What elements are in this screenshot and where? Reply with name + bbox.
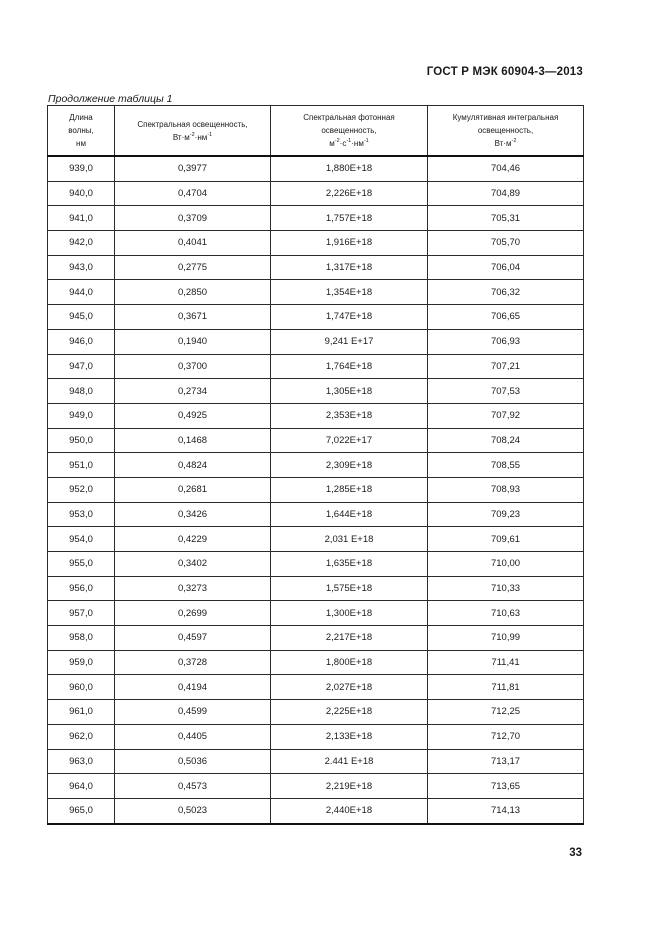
cell-spectral-irradiance: 0,3671	[115, 305, 271, 330]
cell-photon-irradiance: 2,309E+18	[271, 453, 428, 478]
cell-wavelength: 946,0	[48, 329, 115, 354]
cell-photon-irradiance: 1,757E+18	[271, 206, 428, 231]
table-row	[48, 354, 584, 379]
cell-cumulative-irradiance: 708,93	[428, 477, 584, 502]
cell-cumulative-irradiance: 706,65	[428, 305, 584, 330]
cell-spectral-irradiance: 0,4194	[115, 675, 271, 700]
table-row	[48, 181, 584, 206]
cell-wavelength: 948,0	[48, 379, 115, 404]
cell-wavelength: 949,0	[48, 403, 115, 428]
cell-wavelength: 964,0	[48, 774, 115, 799]
document-code: ГОСТ Р МЭК 60904-3—2013	[426, 66, 583, 78]
cell-photon-irradiance: 1,764E+18	[271, 354, 428, 379]
cell-spectral-irradiance: 0,2850	[115, 280, 271, 305]
cell-cumulative-irradiance: 707,53	[428, 379, 584, 404]
table-row	[48, 156, 584, 181]
column-header-wavelength	[48, 106, 115, 157]
cell-spectral-irradiance: 0,4597	[115, 626, 271, 651]
cell-spectral-irradiance: 0,3273	[115, 576, 271, 601]
cell-wavelength: 965,0	[48, 798, 115, 823]
table-row	[48, 774, 584, 799]
cell-wavelength: 952,0	[48, 477, 115, 502]
table-body	[48, 156, 584, 824]
table-row	[48, 601, 584, 626]
cell-cumulative-irradiance: 709,23	[428, 502, 584, 527]
header-unit: нм	[76, 139, 86, 148]
cell-cumulative-irradiance: 709,61	[428, 527, 584, 552]
cell-wavelength: 960,0	[48, 675, 115, 700]
page-number: 33	[569, 847, 582, 859]
table-row	[48, 576, 584, 601]
column-header-spectral-irradiance	[115, 106, 271, 157]
cell-photon-irradiance: 1,800E+18	[271, 650, 428, 675]
cell-photon-irradiance: 1,300E+18	[271, 601, 428, 626]
cell-cumulative-irradiance: 711,41	[428, 650, 584, 675]
cell-spectral-irradiance: 0,2734	[115, 379, 271, 404]
cell-cumulative-irradiance: 710,00	[428, 552, 584, 577]
cell-cumulative-irradiance: 708,55	[428, 453, 584, 478]
cell-photon-irradiance: 1,317E+18	[271, 255, 428, 280]
cell-cumulative-irradiance: 706,32	[428, 280, 584, 305]
cell-photon-irradiance: 9,241 E+17	[271, 329, 428, 354]
cell-spectral-irradiance: 0,2681	[115, 477, 271, 502]
cell-photon-irradiance: 1,747E+18	[271, 305, 428, 330]
data-table	[47, 105, 584, 825]
cell-cumulative-irradiance: 710,33	[428, 576, 584, 601]
cell-photon-irradiance: 2,031 E+18	[271, 527, 428, 552]
cell-cumulative-irradiance: 714,13	[428, 798, 584, 823]
cell-spectral-irradiance: 0,3402	[115, 552, 271, 577]
cell-wavelength: 961,0	[48, 700, 115, 725]
cell-spectral-irradiance: 0,2775	[115, 255, 271, 280]
cell-photon-irradiance: 1,880E+18	[271, 156, 428, 181]
cell-spectral-irradiance: 0,4824	[115, 453, 271, 478]
table-row	[48, 428, 584, 453]
table-row	[48, 700, 584, 725]
cell-spectral-irradiance: 0,1468	[115, 428, 271, 453]
table-row	[48, 280, 584, 305]
table-row	[48, 675, 584, 700]
table-row	[48, 798, 584, 823]
cell-photon-irradiance: 1,916E+18	[271, 231, 428, 256]
cell-cumulative-irradiance: 707,92	[428, 403, 584, 428]
table-row	[48, 206, 584, 231]
cell-photon-irradiance: 1,644E+18	[271, 502, 428, 527]
cell-cumulative-irradiance: 712,25	[428, 700, 584, 725]
cell-spectral-irradiance: 0,3700	[115, 354, 271, 379]
cell-photon-irradiance: 2,219E+18	[271, 774, 428, 799]
cell-spectral-irradiance: 0,4573	[115, 774, 271, 799]
cell-wavelength: 941,0	[48, 206, 115, 231]
cell-cumulative-irradiance: 705,70	[428, 231, 584, 256]
cell-spectral-irradiance: 0,4405	[115, 724, 271, 749]
header-text: Спектральная фотонная	[303, 113, 395, 122]
table-row	[48, 255, 584, 280]
cell-cumulative-irradiance: 706,93	[428, 329, 584, 354]
cell-wavelength: 940,0	[48, 181, 115, 206]
cell-photon-irradiance: 1,635E+18	[271, 552, 428, 577]
cell-photon-irradiance: 2,133E+18	[271, 724, 428, 749]
cell-cumulative-irradiance: 704,89	[428, 181, 584, 206]
cell-spectral-irradiance: 0,4041	[115, 231, 271, 256]
header-unit: $м^{-2}\cdot с^{-1}\cdot нм^{-1}$	[329, 138, 369, 148]
column-header-photon-irradiance	[271, 106, 428, 157]
table-row	[48, 453, 584, 478]
cell-photon-irradiance: 2,353E+18	[271, 403, 428, 428]
cell-wavelength: 959,0	[48, 650, 115, 675]
table-row	[48, 329, 584, 354]
cell-wavelength: 945,0	[48, 305, 115, 330]
header-text: Длина	[69, 113, 93, 122]
cell-cumulative-irradiance: 710,63	[428, 601, 584, 626]
cell-cumulative-irradiance: 708,24	[428, 428, 584, 453]
column-header-cumulative-irradiance	[428, 106, 584, 157]
cell-wavelength: 957,0	[48, 601, 115, 626]
cell-cumulative-irradiance: 712,70	[428, 724, 584, 749]
cell-wavelength: 953,0	[48, 502, 115, 527]
cell-cumulative-irradiance: 706,04	[428, 255, 584, 280]
cell-photon-irradiance: 2,027E+18	[271, 675, 428, 700]
header-unit: $Вт\cdot м^{-2}$	[494, 138, 517, 148]
cell-photon-irradiance: 2,225E+18	[271, 700, 428, 725]
header-text: Кумулятивная интегральная	[452, 113, 559, 122]
cell-spectral-irradiance: 0,3426	[115, 502, 271, 527]
cell-spectral-irradiance: 0,5023	[115, 798, 271, 823]
cell-cumulative-irradiance: 704,46	[428, 156, 584, 181]
cell-cumulative-irradiance: 713,17	[428, 749, 584, 774]
table-row	[48, 626, 584, 651]
cell-wavelength: 963,0	[48, 749, 115, 774]
cell-cumulative-irradiance: 705,31	[428, 206, 584, 231]
header-text: Спектральная освещенность,	[137, 119, 248, 129]
table-row	[48, 749, 584, 774]
table-row	[48, 477, 584, 502]
table-row	[48, 724, 584, 749]
table-row	[48, 379, 584, 404]
cell-cumulative-irradiance: 710,99	[428, 626, 584, 651]
cell-wavelength: 958,0	[48, 626, 115, 651]
cell-spectral-irradiance: 0,4229	[115, 527, 271, 552]
cell-wavelength: 955,0	[48, 552, 115, 577]
cell-spectral-irradiance: 0,2699	[115, 601, 271, 626]
cell-wavelength: 943,0	[48, 255, 115, 280]
cell-photon-irradiance: 7,022E+17	[271, 428, 428, 453]
cell-photon-irradiance: 2,226E+18	[271, 181, 428, 206]
cell-spectral-irradiance: 0,4925	[115, 403, 271, 428]
table-header-row	[48, 106, 584, 157]
cell-wavelength: 947,0	[48, 354, 115, 379]
table-row	[48, 552, 584, 577]
cell-photon-irradiance: 1,305E+18	[271, 379, 428, 404]
cell-wavelength: 944,0	[48, 280, 115, 305]
cell-photon-irradiance: 2,217E+18	[271, 626, 428, 651]
cell-cumulative-irradiance: 713,65	[428, 774, 584, 799]
cell-wavelength: 951,0	[48, 453, 115, 478]
cell-spectral-irradiance: 0,4704	[115, 181, 271, 206]
cell-wavelength: 950,0	[48, 428, 115, 453]
cell-cumulative-irradiance: 707,21	[428, 354, 584, 379]
header-unit: $Вт\cdot м^{-2}\cdot нм^{-1}$	[172, 131, 213, 142]
cell-spectral-irradiance: 0,3709	[115, 206, 271, 231]
cell-wavelength: 939,0	[48, 156, 115, 181]
cell-spectral-irradiance: 0,3728	[115, 650, 271, 675]
table-row	[48, 650, 584, 675]
header-text: освещенность,	[321, 126, 377, 135]
cell-wavelength: 962,0	[48, 724, 115, 749]
table-row	[48, 305, 584, 330]
header-text: освещенность,	[477, 126, 534, 135]
table-caption: Продолжение таблицы 1	[48, 93, 173, 105]
cell-photon-irradiance: 2,440E+18	[271, 798, 428, 823]
cell-spectral-irradiance: 0,3977	[115, 156, 271, 181]
cell-photon-irradiance: 2.441 E+18	[271, 749, 428, 774]
table-row	[48, 403, 584, 428]
table-row	[48, 527, 584, 552]
table-row	[48, 502, 584, 527]
cell-spectral-irradiance: 0,5036	[115, 749, 271, 774]
cell-wavelength: 942,0	[48, 231, 115, 256]
table-row	[48, 231, 584, 256]
cell-wavelength: 954,0	[48, 527, 115, 552]
cell-photon-irradiance: 1,285E+18	[271, 477, 428, 502]
cell-cumulative-irradiance: 711,81	[428, 675, 584, 700]
cell-spectral-irradiance: 0,4599	[115, 700, 271, 725]
cell-photon-irradiance: 1,354E+18	[271, 280, 428, 305]
cell-photon-irradiance: 1,575E+18	[271, 576, 428, 601]
cell-spectral-irradiance: 0,1940	[115, 329, 271, 354]
header-text: волны,	[68, 126, 94, 135]
cell-wavelength: 956,0	[48, 576, 115, 601]
